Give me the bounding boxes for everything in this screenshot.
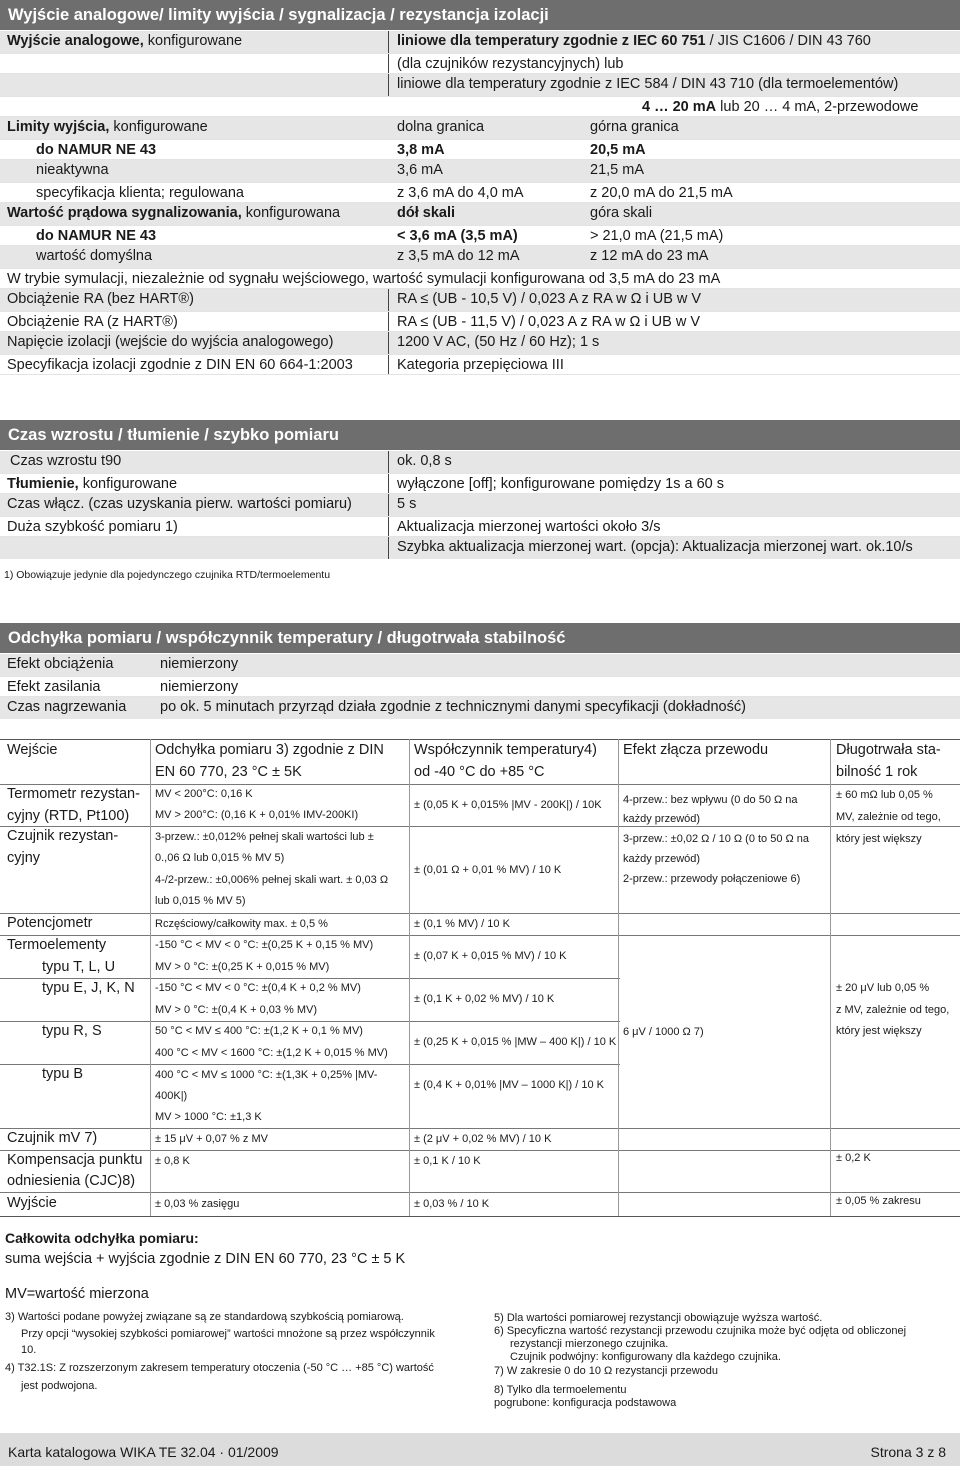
pot-label: Potencjometr: [7, 915, 93, 931]
analog-line1-rest: / JIS C1606 / DIN 43 760: [705, 33, 871, 49]
mv-label: Czujnik mV 7): [7, 1130, 98, 1146]
th-tempco-1: Współczynnik temperatury4): [414, 742, 597, 758]
signal-label-rest: konfigurowana: [241, 205, 341, 221]
footnote-5: 5) Dla wartości pomiarowej rezystancji obowiązuje wyższa wartość.: [494, 1312, 823, 1324]
total-deviation-title: Całkowita odchyłka pomiaru:: [5, 1230, 199, 1246]
rtd-stability-2: MV, zależnie od tego,: [836, 811, 941, 823]
tc-rs-dev-1: 50 °C < MV ≤ 400 °C: ±(1,2 K + 0,1 % MV): [155, 1025, 363, 1037]
res-label-1: Czujnik rezystan-: [7, 828, 119, 844]
switch-on-value: 5 s: [397, 496, 417, 512]
th-stability-2: bilność 1 rok: [836, 764, 918, 780]
analog-output-row-4: [0, 96, 960, 118]
footer-catalog: Karta katalogowa WIKA TE 32.04 · 01/2009: [8, 1444, 279, 1460]
signal-col-high: góra skali: [590, 205, 653, 221]
tc-tlu-dev-2: MV > 0 °C: ±(0,25 K + 0,015 % MV): [155, 961, 330, 973]
footnote-8a: 8) Tylko dla termoelementu: [494, 1384, 627, 1396]
footnote-4b: jest podwojona.: [21, 1380, 98, 1392]
footnote-6b: rezystancji mierzonego czujnika.: [510, 1338, 669, 1350]
supply-effect-label: Efekt zasilania: [7, 678, 101, 695]
limits-inactive-high: 21,5 mA: [590, 162, 644, 178]
tc-ejkn-label: typu E, J, K, N: [42, 980, 135, 996]
analog-line1-bold: liniowe dla temperatury zgodnie z IEC 60 751: [397, 33, 706, 49]
fast-measure-label: Duża szybkość pomiaru 1): [7, 518, 178, 535]
fast-measure-row-2: [0, 537, 960, 559]
insulation-row: [0, 332, 960, 354]
rtd-tempco: ± (0,05 K + 0,015% |MV - 200K|) / 10K: [414, 799, 602, 811]
load-effect-value: niemierzony: [160, 656, 239, 672]
total-deviation-text: suma wejścia + wyjścia zgodnie z DIN EN 60 770, 23 °C ± 5 K: [5, 1251, 406, 1267]
insulation-spec-label: Specyfikacja izolacji zgodnie z DIN EN 60 664-1:2003: [7, 356, 353, 373]
th-tempco-2: od -40 °C do +85 °C: [414, 764, 545, 780]
damping-label-rest: konfigurowane: [78, 475, 178, 492]
tc-ejkn-dev-1: -150 °C < MV < 0 °C: ±(0,4 K + 0,2 % MV): [155, 982, 361, 994]
tc-tlu-label: typu T, L, U: [42, 959, 116, 975]
supply-effect-value: niemierzony: [160, 678, 239, 695]
section-header-rise-time: Czas wzrostu / tłumienie / szybko pomiaru: [0, 420, 960, 450]
rtd-label-2: cyjny (RTD, Pt100): [7, 808, 130, 824]
tc-rs-label: typu R, S: [42, 1023, 102, 1039]
signal-namur-label: do NAMUR NE 43: [36, 227, 157, 244]
signal-namur-low: < 3,6 mA (3,5 mA): [397, 227, 518, 244]
limits-custom-high: z 20,0 mA do 21,5 mA: [590, 184, 733, 201]
simulation-row: [0, 268, 960, 290]
limits-inactive-row: [0, 160, 960, 182]
tc-b-label: typu B: [42, 1066, 84, 1082]
tc-stability-3: który jest większy: [836, 1025, 922, 1037]
limits-inactive-low: 3,6 mA: [397, 162, 443, 178]
footnote-6c: Czujnik podwójny: konfigurowany dla każdego czujnika.: [510, 1351, 781, 1363]
footnote-3b: Przy opcji “wysokiej szybkości pomiarowej” wartości mnożone są przez współczynnik: [21, 1328, 435, 1340]
analog-line4-rest: lub 20 … 4 mA, 2-przewodowe: [716, 98, 919, 115]
limits-inactive-label: nieaktywna: [36, 162, 109, 178]
section-header-analog-output: Wyjście analogowe/ limity wyjścia / sygnalizacja / rezystancja izolacji: [0, 0, 960, 30]
lead-effect-2: każdy przewód): [623, 813, 701, 825]
signal-default-high: z 12 mA do 23 mA: [590, 248, 709, 264]
mv-definition: MV=wartość mierzona: [5, 1286, 149, 1302]
tc-b-dev-2: 400K|): [155, 1090, 188, 1102]
res-dev-4: lub 0,015 % MV 5): [155, 895, 246, 907]
load-no-hart-row: [0, 289, 960, 311]
insulation-label: Napięcie izolacji (wejście do wyjścia analogowego): [7, 334, 334, 350]
rise-time-label: Czas wzrostu t90: [10, 453, 122, 469]
th-input: Wejście: [7, 742, 58, 758]
cjc-label-2: odniesienia (CJC)8): [7, 1173, 136, 1189]
warmup-value: po ok. 5 minutach przyrząd działa zgodnie z technicznymi danymi specyfikacji (dokładność): [160, 699, 746, 715]
analog-output-label: Wyjście analogowe,: [7, 33, 144, 49]
signal-default-low: z 3,5 mA do 12 mA: [397, 248, 520, 264]
switch-on-row: [0, 494, 960, 516]
analog-output-row-3: [0, 74, 960, 96]
insulation-spec-row: [0, 354, 960, 376]
tc-rs-tempco: ± (0,25 K + 0,015 % |MW – 400 K|) / 10 K: [414, 1036, 617, 1048]
footnote-3a: 3) Wartości podane powyżej związane są ze standardową szybkością pomiarową.: [5, 1311, 404, 1323]
res-dev-3: 4-/2-przew.: ±0,006% pełnej skali wart. ± 0,03 Ω: [155, 874, 389, 886]
switch-on-label: Czas włącz. (czas uzyskania pierw. wartości pomiaru): [7, 496, 352, 512]
limits-namur-label: do NAMUR NE 43: [36, 141, 157, 158]
footnote-1: 1) Obowiązuje jedynie dla pojedynczego czujnika RTD/termoelementu: [4, 569, 331, 581]
load-effect-row: [0, 654, 960, 676]
analog-line2: (dla czujników rezystancyjnych) lub: [397, 55, 624, 72]
lead-effect-1: 4-przew.: bez wpływu (0 do 50 Ω na: [623, 794, 798, 806]
limits-col-high: górna granica: [590, 119, 679, 135]
th-deviation-1: Odchyłka pomiaru 3) zgodnie z DIN: [155, 742, 384, 758]
signal-default-row: [0, 246, 960, 268]
limits-row: [0, 117, 960, 139]
res-tempco: ± (0,01 Ω + 0,01 % MV) / 10 K: [414, 864, 562, 876]
th-lead-effect: Efekt złącza przewodu: [623, 742, 769, 758]
limits-namur-high: 20,5 mA: [590, 141, 646, 158]
lead-effect-4: każdy przewód): [623, 853, 701, 865]
insulation-spec-value: Kategoria przepięciowa III: [397, 356, 564, 373]
page-footer: [0, 1433, 960, 1466]
lead-effect-3: 3-przew.: ±0,02 Ω / 10 Ω (0 to 50 Ω na: [623, 833, 810, 845]
res-dev-2: 0.,06 Ω lub 0,015 % MV 5): [155, 852, 285, 864]
warmup-label: Czas nagrzewania: [7, 699, 127, 715]
signal-label: Wartość prądowa sygnalizowania,: [7, 205, 242, 221]
rtd-dev-2: MV > 200°C: (0,16 K + 0,01% IMV-200KI): [155, 809, 359, 821]
mv-tempco: ± (2 μV + 0,02 % MV) / 10 K: [414, 1133, 552, 1145]
footnote-7: 7) W zakresie 0 do 10 Ω rezystancji przewodu: [494, 1365, 719, 1377]
signal-col-low: dół skali: [397, 205, 456, 221]
footnote-6a: 6) Specyficzna wartość rezystancji przewodu czujnika może być odjęta od obliczonej: [494, 1325, 907, 1337]
output-tempco: ± 0,03 % / 10 K: [414, 1198, 490, 1210]
output-dev: ± 0,03 % zasięgu: [155, 1198, 240, 1210]
tc-label: Termoelementy: [7, 937, 107, 953]
rtd-stability-3: który jest większy: [836, 833, 922, 845]
limits-col-low: dolna granica: [397, 119, 485, 135]
th-deviation-2: EN 60 770, 23 °C ± 5K: [155, 764, 302, 780]
pot-tempco: ± (0,1 % MV) / 10 K: [414, 918, 510, 930]
limits-label: Limity wyjścia,: [7, 119, 110, 135]
section-header-deviation: Odchyłka pomiaru / współczynnik temperatury / długotrwała stabilność: [0, 623, 960, 653]
signal-namur-row: [0, 225, 960, 247]
analog-output-row: [0, 31, 960, 53]
pot-dev: Rczęściowy/całkowity max. ± 0,5 %: [155, 918, 328, 930]
limits-namur-row: [0, 139, 960, 161]
res-dev-1: 3-przew.: ±0,012% pełnej skali wartości lub ±: [155, 831, 374, 843]
fast-measure-row: [0, 516, 960, 538]
limits-custom-label: specyfikacja klienta; regulowana: [36, 184, 244, 201]
damping-row: [0, 473, 960, 495]
lead-effect-5: 2-przew.: przewody połączeniowe 6): [623, 873, 801, 885]
limits-custom-low: z 3,6 mA do 4,0 mA: [397, 184, 524, 201]
load-hart-value: RA ≤ (UB - 11,5 V) / 0,023 A z RA w Ω i UB w V: [397, 313, 700, 330]
footnote-3c: 10.: [21, 1344, 37, 1356]
supply-effect-row: [0, 676, 960, 698]
analog-output-label-rest: konfigurowane: [143, 33, 243, 49]
tc-b-tempco: ± (0,4 K + 0,01% |MV – 1000 K|) / 10 K: [414, 1079, 604, 1091]
res-label-2: cyjny: [7, 850, 41, 866]
footer-page-number: Strona 3 z 8: [870, 1444, 946, 1460]
tc-ejkn-tempco: ± (0,1 K + 0,02 % MV) / 10 K: [414, 993, 555, 1005]
analog-output-row-2: [0, 53, 960, 75]
rtd-stability-1: ± 60 mΩ lub 0,05 %: [836, 789, 933, 801]
tc-ejkn-dev-2: MV > 0 °C: ±(0,4 K + 0,03 % MV): [155, 1004, 318, 1016]
analog-line4-bold: 4 … 20 mA: [642, 98, 717, 115]
tc-stability-2: z MV, zależnie od tego,: [836, 1004, 950, 1016]
simulation-text: W trybie symulacji, niezależnie od sygnału wejściowego, wartość symulacji konfigurowana od 3,5 mA do 23 mA: [7, 270, 721, 287]
tc-b-dev-3: MV > 1000 °C: ±1,3 K: [155, 1111, 262, 1123]
tc-stability-1: ± 20 μV lub 0,05 %: [836, 982, 930, 994]
fast-measure-value1: Aktualizacja mierzonej wartości około 3/s: [397, 518, 661, 535]
damping-value: wyłączone [off]; konfigurowane pomiędzy 1s a 60 s: [397, 475, 724, 492]
limits-custom-row: [0, 182, 960, 204]
load-hart-row: [0, 311, 960, 333]
rtd-dev-1: MV < 200°C: 0,16 K: [155, 788, 253, 800]
mv-dev: ± 15 μV + 0,07 % z MV: [155, 1133, 268, 1145]
warmup-row: [0, 697, 960, 719]
output-stability: ± 0,05 % zakresu: [836, 1195, 921, 1207]
output-label: Wyjście: [7, 1195, 57, 1211]
limits-label-rest: konfigurowane: [109, 119, 208, 135]
signal-row: [0, 203, 960, 225]
cjc-dev: ± 0,8 K: [155, 1155, 190, 1167]
footnote-4a: 4) T32.1S: Z rozszerzonym zakresem temperatury otoczenia (-50 °C … +85 °C) wartość: [5, 1362, 434, 1374]
analog-line3: liniowe dla temperatury zgodnie z IEC 584 / DIN 43 710 (dla termoelementów): [397, 76, 899, 92]
load-effect-label: Efekt obciążenia: [7, 656, 114, 672]
tc-b-dev-1: 400 °C < MV ≤ 1000 °C: ±(1,3K + 0,25% |MV-: [155, 1069, 378, 1081]
load-no-hart-label: Obciążenie RA (bez HART®): [7, 291, 194, 307]
footnote-8b: pogrubone: konfiguracja podstawowa: [494, 1397, 677, 1409]
tc-tlu-tempco: ± (0,07 K + 0,015 % MV) / 10 K: [414, 950, 567, 962]
tc-rs-dev-2: 400 °C < MV < 1600 °C: ±(1,2 K + 0,015 % MV): [155, 1047, 388, 1059]
cjc-label-1: Kompensacja punktu: [7, 1152, 143, 1168]
load-hart-label: Obciążenie RA (z HART®): [7, 313, 178, 330]
damping-label: Tłumienie,: [7, 475, 79, 492]
rtd-label-1: Termometr rezystan-: [7, 786, 140, 802]
fast-measure-value2: Szybka aktualizacja mierzonej wart. (opcja): Aktualizacja mierzonej wart. ok.10/s: [397, 539, 913, 555]
limits-namur-low: 3,8 mA: [397, 141, 445, 158]
cjc-tempco: ± 0,1 K / 10 K: [414, 1155, 481, 1167]
load-no-hart-value: RA ≤ (UB - 10,5 V) / 0,023 A z RA w Ω i UB w V: [397, 291, 702, 307]
insulation-value: 1200 V AC, (50 Hz / 60 Hz); 1 s: [397, 334, 600, 350]
tc-tlu-dev-1: -150 °C < MV < 0 °C: ±(0,25 K + 0,15 % MV): [155, 939, 374, 951]
signal-namur-high: > 21,0 mA (21,5 mA): [590, 227, 724, 244]
th-stability-1: Długotrwała sta-: [836, 742, 941, 758]
rise-time-value: ok. 0,8 s: [397, 453, 452, 469]
cjc-stability: ± 0,2 K: [836, 1152, 871, 1164]
tc-lead-effect: 6 μV / 1000 Ω 7): [623, 1026, 704, 1038]
rise-time-row: [0, 451, 960, 473]
signal-default-label: wartość domyślna: [36, 248, 153, 264]
